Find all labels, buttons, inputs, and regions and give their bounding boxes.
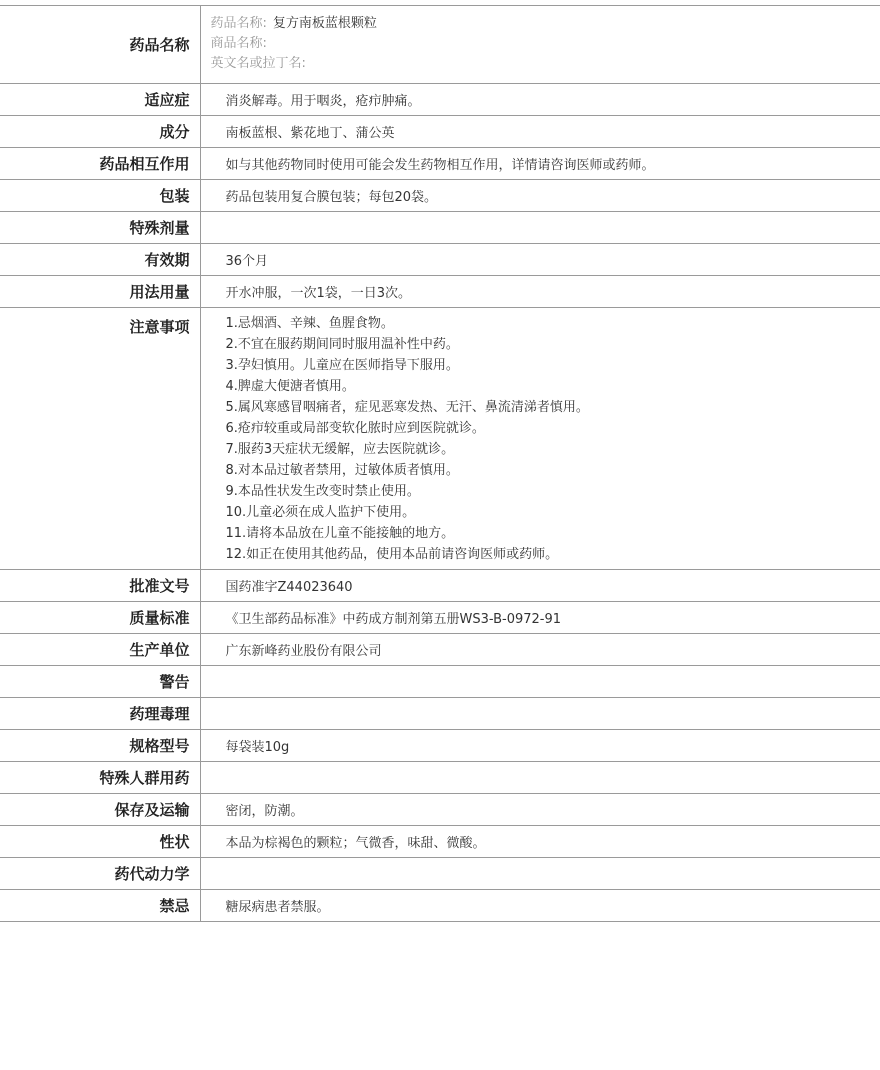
row-ingredients xyxy=(0,116,880,148)
row-interactions xyxy=(0,148,880,180)
value-warning xyxy=(200,666,880,698)
label-quality-standard: 质量标准 xyxy=(0,602,200,634)
value-contraindications: 糖尿病患者禁服。 xyxy=(225,900,330,915)
value-interactions: 如与其他药物同时使用可能会发生药物相互作用，详情请咨询医师或药师。 xyxy=(225,158,655,173)
precaution-item: 6.疮疖较重或局部变软化脓时应到医院就诊。 xyxy=(225,421,485,436)
generic-name-value: 复方南板蓝根颗粒 xyxy=(272,16,377,31)
row-special-dosage xyxy=(0,212,880,244)
generic-name-label: 药品名称: xyxy=(210,16,267,31)
value-special-population xyxy=(200,762,880,794)
value-indications: 消炎解毒。用于咽炎，疮疖肿痛。 xyxy=(225,94,421,109)
value-manufacturer: 广东新峰药业股份有限公司 xyxy=(225,644,382,659)
precaution-item: 5.属风寒感冒咽痛者，症见恶寒发热、无汗、鼻流清涕者慎用。 xyxy=(225,400,589,415)
row-approval-number xyxy=(0,570,880,602)
row-drug-name xyxy=(0,6,880,84)
row-shelf-life xyxy=(0,244,880,276)
label-special-dosage: 特殊剂量 xyxy=(0,212,200,244)
value-drug-name xyxy=(200,6,880,84)
label-interactions: 药品相互作用 xyxy=(0,148,200,180)
label-indications: 适应症 xyxy=(0,84,200,116)
precaution-item: 9.本品性状发生改变时禁止使用。 xyxy=(225,484,420,499)
row-warning xyxy=(0,666,880,698)
row-pharmacology xyxy=(0,698,880,730)
label-pharmacokinetics: 药代动力学 xyxy=(0,858,200,890)
value-usage: 开水冲服，一次1袋，一日3次。 xyxy=(225,286,412,301)
label-usage: 用法用量 xyxy=(0,276,200,308)
label-manufacturer: 生产单位 xyxy=(0,634,200,666)
value-description: 本品为棕褐色的颗粒；气微香，味甜、微酸。 xyxy=(225,836,486,851)
drug-info-table xyxy=(0,5,880,922)
trade-name-label: 商品名称: xyxy=(210,36,267,51)
label-special-population: 特殊人群用药 xyxy=(0,762,200,794)
label-pharmacology: 药理毒理 xyxy=(0,698,200,730)
precaution-item: 11.请将本品放在儿童不能接触的地方。 xyxy=(225,526,455,541)
row-manufacturer xyxy=(0,634,880,666)
value-quality-standard: 《卫生部药品标准》中药成方制剂第五册WS3-B-0972-91 xyxy=(225,612,562,627)
row-indications xyxy=(0,84,880,116)
label-precautions: 注意事项 xyxy=(0,308,200,570)
precaution-item: 10.儿童必须在成人监护下使用。 xyxy=(225,505,416,520)
english-name-label: 英文名或拉丁名: xyxy=(210,56,306,71)
row-special-population xyxy=(0,762,880,794)
value-precautions xyxy=(200,308,880,570)
row-contraindications xyxy=(0,890,880,922)
trade-name-line xyxy=(211,34,880,54)
value-ingredients: 南板蓝根、紫花地丁、蒲公英 xyxy=(225,126,395,141)
value-specification: 每袋装10g xyxy=(225,740,290,755)
row-storage xyxy=(0,794,880,826)
value-storage: 密闭，防潮。 xyxy=(225,804,304,819)
label-contraindications: 禁忌 xyxy=(0,890,200,922)
row-packaging xyxy=(0,180,880,212)
precaution-item: 12.如正在使用其他药品，使用本品前请咨询医师或药师。 xyxy=(225,547,559,562)
value-pharmacokinetics xyxy=(200,858,880,890)
row-description xyxy=(0,826,880,858)
label-approval-number: 批准文号 xyxy=(0,570,200,602)
row-specification xyxy=(0,730,880,762)
precaution-item: 3.孕妇慎用。儿童应在医师指导下服用。 xyxy=(225,358,459,373)
label-ingredients: 成分 xyxy=(0,116,200,148)
value-special-dosage xyxy=(200,212,880,244)
label-shelf-life: 有效期 xyxy=(0,244,200,276)
row-precautions xyxy=(0,308,880,570)
label-warning: 警告 xyxy=(0,666,200,698)
row-quality-standard xyxy=(0,602,880,634)
row-pharmacokinetics xyxy=(0,858,880,890)
precaution-item: 8.对本品过敏者禁用，过敏体质者慎用。 xyxy=(225,463,459,478)
label-drug-name: 药品名称 xyxy=(0,6,200,84)
precaution-item: 7.服药3天症状无缓解，应去医院就诊。 xyxy=(225,442,455,457)
precaution-item: 2.不宜在服药期间同时服用温补性中药。 xyxy=(225,337,459,352)
precaution-item: 1.忌烟酒、辛辣、鱼腥食物。 xyxy=(225,316,394,331)
english-name-line xyxy=(211,54,880,74)
label-storage: 保存及运输 xyxy=(0,794,200,826)
value-shelf-life: 36个月 xyxy=(225,254,269,269)
value-pharmacology xyxy=(200,698,880,730)
row-usage xyxy=(0,276,880,308)
precaution-item: 4.脾虚大便溏者慎用。 xyxy=(225,379,355,394)
value-approval-number: 国药准字Z44023640 xyxy=(225,580,353,595)
label-specification: 规格型号 xyxy=(0,730,200,762)
label-packaging: 包装 xyxy=(0,180,200,212)
generic-name-line xyxy=(211,14,880,34)
label-description: 性状 xyxy=(0,826,200,858)
value-packaging: 药品包装用复合膜包装；每包20袋。 xyxy=(225,190,438,205)
